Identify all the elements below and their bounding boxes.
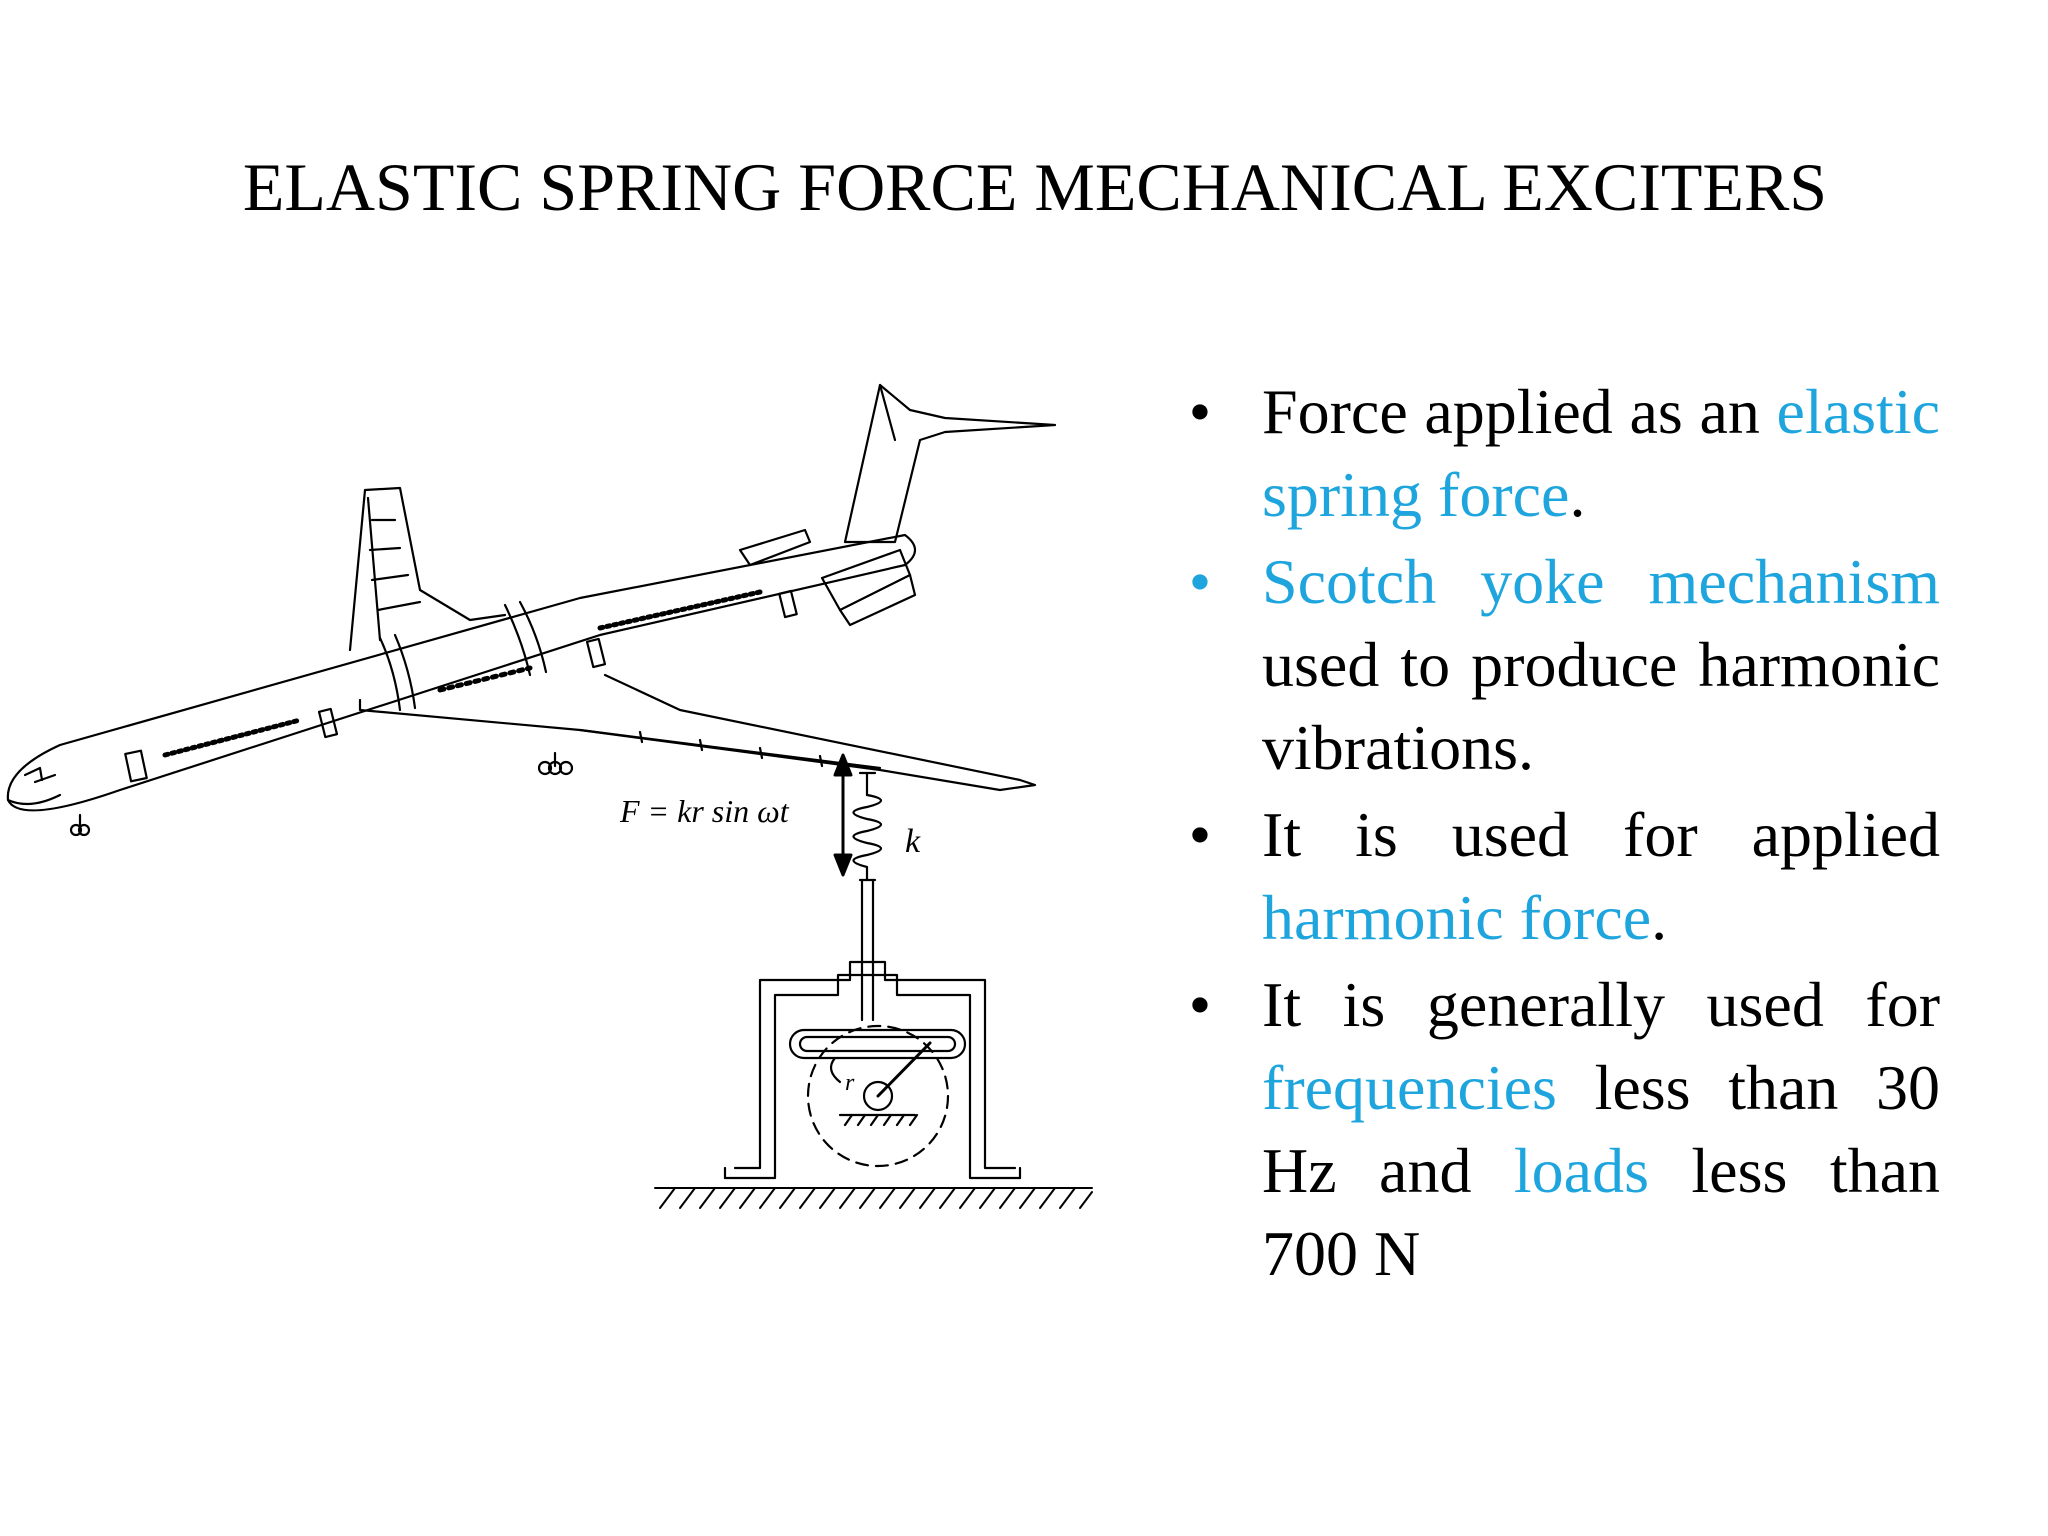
bullet-item-scotch-yoke [1180,540,1940,789]
bullet-item-force [1180,370,1940,536]
highlight-text: harmonic force [1262,882,1652,953]
bullet-text: used to produce harmonic vibrations. [1262,629,1940,783]
landing-gear [71,753,572,835]
cockpit-window [25,768,55,782]
force-equation-label: F = kr sin ωt [620,793,789,829]
bullet-text: less than 30 Hz and [1262,1052,1940,1206]
crank-radius-label: r [845,1070,855,1096]
bullet-text: . [1651,882,1668,953]
bullet-text: It is generally used for [1262,969,1940,1040]
bullet-text: Force applied as an [1262,376,1777,447]
airplane-exciter-diagram [0,370,1120,1230]
highlight-text: frequencies [1262,1052,1557,1123]
crank-disc [808,1026,948,1166]
bullet-item-harmonic-force [1180,793,1940,959]
bullet-marker: • [1188,969,1212,1040]
rear-engine [740,530,915,625]
spring-constant-label: k [905,823,921,860]
bullet-marker: • [1188,546,1212,617]
scotch-yoke-slot [790,1030,965,1058]
yoke-rod [862,880,873,1020]
spring [854,773,882,880]
tail-fin [845,385,1055,542]
lower-wing [360,675,1035,790]
bullet-text: less than 700 N [1262,1135,1940,1289]
bullet-list [1180,370,1940,1299]
highlight-text: Scotch yoke mechanism [1262,546,1940,617]
highlight-text: elastic spring force [1262,376,1940,530]
bullet-text: . [1569,459,1586,530]
ground [655,1188,1092,1208]
force-arrow [835,755,851,875]
slide-title: ELASTIC SPRING FORCE MECHANICAL EXCITERS [242,149,1828,225]
bullet-item-frequencies [1180,963,1940,1295]
bullet-marker: • [1188,376,1212,447]
bullet-marker: • [1188,799,1212,870]
bullet-text: It is used for applied [1262,799,1940,870]
highlight-text: loads [1513,1135,1649,1206]
